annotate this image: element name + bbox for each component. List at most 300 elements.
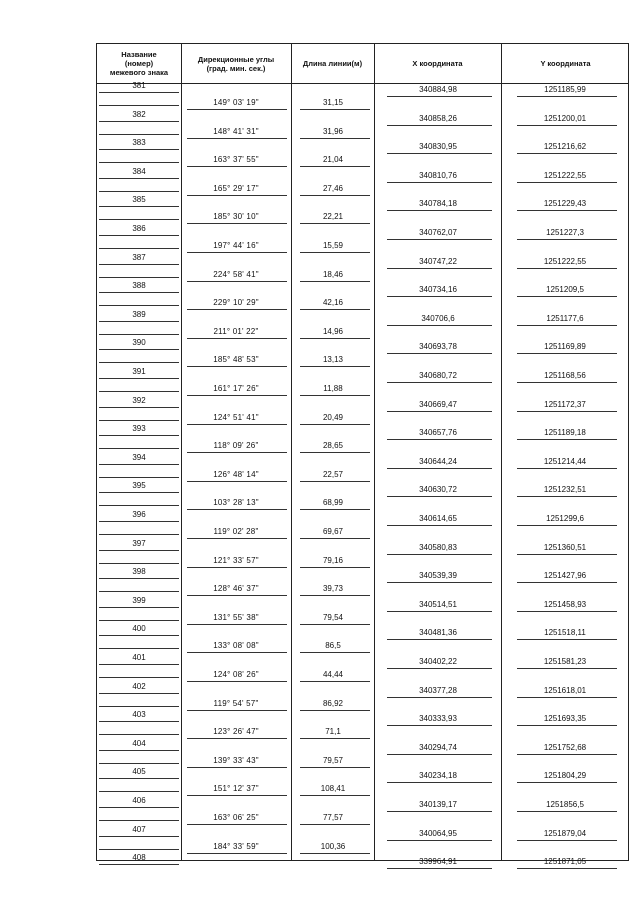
row-rule	[300, 252, 370, 253]
row-rule	[300, 853, 370, 854]
row-rule	[387, 639, 492, 640]
row-rule	[99, 448, 179, 449]
direction-angle: 103° 28' 13"	[213, 498, 259, 508]
row-rule	[300, 309, 370, 310]
row-rule	[387, 353, 492, 354]
line-length: 69,67	[322, 527, 344, 536]
row-rule	[99, 162, 179, 163]
x-coordinate: 340693,78	[419, 342, 457, 352]
y-coordinate: 1251169,89	[544, 342, 586, 352]
row-rule	[187, 195, 287, 196]
y-coordinate: 1251752,68	[543, 742, 587, 752]
row-rule	[187, 824, 287, 825]
point-name: 389	[132, 309, 146, 319]
row-rule	[99, 721, 179, 722]
row-rule	[300, 509, 370, 510]
header-x: X координата	[412, 59, 463, 68]
line-length: 86,5	[325, 641, 341, 651]
row-rule	[300, 624, 370, 625]
row-rule	[387, 496, 492, 497]
row-rule	[99, 178, 179, 179]
row-rule	[300, 223, 370, 224]
row-rule	[187, 395, 287, 396]
row-rule	[517, 611, 617, 612]
row-rule	[300, 195, 370, 196]
point-name: 404	[132, 738, 146, 748]
line-length: 71,1	[325, 727, 341, 737]
row-rule	[387, 868, 492, 869]
x-coordinate: 340657,76	[419, 428, 457, 438]
point-name: 394	[132, 452, 146, 462]
row-rule	[517, 668, 617, 669]
row-rule	[387, 153, 492, 154]
row-rule	[300, 767, 370, 768]
x-coordinate: 339964,91	[419, 857, 457, 867]
line-length: 39,73	[322, 584, 344, 594]
x-coordinate: 340630,72	[419, 485, 457, 495]
row-rule	[99, 292, 179, 293]
line-length: 22,57	[322, 469, 344, 479]
direction-angle: 119° 02' 28"	[213, 527, 259, 536]
row-rule	[99, 591, 179, 592]
line-length: 86,92	[322, 698, 344, 708]
y-coordinate: 1251229,43	[543, 199, 587, 209]
y-coordinate: 1251209,5	[546, 285, 584, 295]
row-rule	[387, 411, 492, 412]
line-length: 13,13	[322, 355, 344, 365]
x-coordinate: 340481,36	[419, 628, 457, 638]
row-rule	[517, 525, 617, 526]
row-rule	[99, 92, 179, 93]
row-rule	[517, 325, 617, 326]
row-rule	[99, 248, 179, 249]
y-coordinate: 1251458,93	[543, 599, 587, 609]
row-rule	[387, 582, 492, 583]
row-rule	[300, 538, 370, 539]
point-name: 393	[132, 424, 146, 434]
row-rule	[300, 710, 370, 711]
point-name: 386	[132, 224, 146, 233]
row-rule	[99, 563, 179, 564]
row-rule	[387, 325, 492, 326]
row-rule	[99, 635, 179, 636]
x-coordinate: 340580,83	[419, 542, 457, 552]
point-name: 400	[132, 624, 146, 634]
row-rule	[387, 554, 492, 555]
row-rule	[187, 252, 287, 253]
column-divider	[291, 44, 292, 860]
x-coordinate: 340784,18	[419, 199, 457, 209]
point-name: 390	[132, 338, 146, 348]
point-name: 405	[132, 767, 146, 777]
row-rule	[99, 693, 179, 694]
x-coordinate: 340514,51	[419, 599, 457, 609]
point-name: 388	[132, 281, 146, 291]
row-rule	[387, 725, 492, 726]
x-coordinate: 340680,72	[419, 371, 457, 380]
row-rule	[99, 534, 179, 535]
line-length: 18,46	[322, 269, 344, 279]
point-name: 385	[132, 195, 146, 205]
direction-angle: 163° 06' 25"	[213, 813, 259, 822]
row-rule	[99, 277, 179, 278]
row-rule	[187, 109, 287, 110]
direction-angle: 224° 58' 41"	[213, 269, 259, 279]
row-rule	[300, 166, 370, 167]
row-rule	[99, 149, 179, 150]
row-rule	[387, 239, 492, 240]
x-coordinate: 340669,47	[419, 399, 457, 409]
row-rule	[99, 763, 179, 764]
y-coordinate: 1251518,11	[544, 628, 586, 638]
row-rule	[300, 138, 370, 139]
row-rule	[99, 321, 179, 322]
y-coordinate: 1251168,56	[544, 371, 586, 380]
header-angles: Дирекционные углы (град. мин. сек.)	[197, 54, 275, 73]
row-rule	[187, 795, 287, 796]
line-length: 28,65	[322, 441, 344, 451]
y-coordinate: 1251200,01	[543, 113, 587, 123]
row-rule	[300, 824, 370, 825]
line-length: 68,99	[322, 498, 344, 508]
y-coordinate: 1251232,51	[543, 485, 587, 495]
direction-angle: 126° 48' 14"	[213, 469, 259, 479]
row-rule	[99, 407, 179, 408]
x-coordinate: 340858,26	[419, 113, 457, 123]
row-rule	[99, 362, 179, 363]
row-rule	[387, 468, 492, 469]
row-rule	[300, 652, 370, 653]
row-rule	[187, 853, 287, 854]
row-rule	[187, 681, 287, 682]
x-coordinate: 340644,24	[419, 456, 457, 466]
row-rule	[187, 424, 287, 425]
direction-angle: 165° 29' 17"	[213, 183, 259, 193]
direction-angle: 161° 17' 26"	[213, 384, 259, 393]
row-rule	[300, 109, 370, 110]
point-name: 395	[132, 481, 146, 491]
row-rule	[99, 305, 179, 306]
row-rule	[99, 378, 179, 379]
row-rule	[187, 767, 287, 768]
x-coordinate: 340830,95	[419, 142, 457, 152]
direction-angle: 197° 44' 16"	[213, 241, 259, 250]
row-rule	[300, 452, 370, 453]
x-coordinate: 340333,93	[419, 714, 457, 724]
direction-angle: 128° 46' 37"	[213, 584, 259, 594]
line-length: 15,59	[322, 241, 344, 250]
line-length: 31,96	[322, 126, 344, 136]
x-coordinate: 340734,16	[419, 285, 457, 295]
row-rule	[300, 338, 370, 339]
row-rule	[517, 411, 617, 412]
row-rule	[387, 754, 492, 755]
row-rule	[517, 296, 617, 297]
row-rule	[300, 595, 370, 596]
row-rule	[387, 611, 492, 612]
y-coordinate: 1251185,99	[544, 85, 586, 94]
row-rule	[517, 639, 617, 640]
row-rule	[99, 219, 179, 220]
line-length: 108,41	[320, 784, 346, 794]
direction-angle: 211° 01' 22"	[213, 326, 259, 336]
line-length: 14,96	[322, 326, 344, 336]
direction-angle: 151° 12' 37"	[213, 784, 259, 794]
row-rule	[99, 778, 179, 779]
line-length: 20,49	[322, 412, 344, 422]
point-name: 391	[132, 367, 146, 376]
row-rule	[99, 264, 179, 265]
row-rule	[517, 468, 617, 469]
row-rule	[187, 452, 287, 453]
line-length: 79,57	[322, 755, 344, 765]
direction-angle: 121° 33' 57"	[213, 555, 259, 565]
line-length: 77,57	[322, 813, 344, 822]
direction-angle: 124° 08' 26"	[213, 670, 259, 679]
row-rule	[99, 420, 179, 421]
row-rule	[187, 138, 287, 139]
column-divider	[181, 44, 182, 860]
direction-angle: 118° 09' 26"	[213, 441, 259, 451]
row-rule	[300, 424, 370, 425]
row-rule	[99, 334, 179, 335]
row-rule	[387, 182, 492, 183]
row-rule	[387, 782, 492, 783]
row-rule	[99, 464, 179, 465]
row-rule	[517, 353, 617, 354]
direction-angle: 123° 26' 47"	[213, 727, 259, 737]
direction-angle: 185° 48' 53"	[213, 355, 259, 365]
row-rule	[99, 235, 179, 236]
point-name: 403	[132, 710, 146, 720]
x-coordinate: 340064,95	[419, 828, 457, 838]
y-coordinate: 1251177,6	[546, 313, 584, 323]
point-name: 397	[132, 538, 146, 548]
row-rule	[387, 840, 492, 841]
x-coordinate: 340884,98	[419, 85, 457, 94]
line-length: 44,44	[322, 670, 344, 679]
row-rule	[99, 677, 179, 678]
y-coordinate: 1251581,23	[543, 657, 587, 666]
direction-angle: 185° 30' 10"	[213, 212, 259, 222]
direction-angle: 149° 03' 19"	[213, 98, 259, 107]
line-length: 42,16	[322, 298, 344, 308]
direction-angle: 184° 33' 59"	[213, 841, 259, 851]
row-rule	[99, 206, 179, 207]
direction-angle: 119° 54' 57"	[213, 698, 259, 708]
line-length: 100,36	[320, 841, 346, 851]
line-length: 27,46	[322, 183, 344, 193]
row-rule	[300, 481, 370, 482]
row-rule	[387, 96, 492, 97]
x-coordinate: 340377,28	[419, 685, 457, 695]
row-rule	[387, 268, 492, 269]
row-rule	[517, 782, 617, 783]
point-name: 398	[132, 567, 146, 577]
point-name: 384	[132, 166, 146, 176]
header-length: Длина линии(м)	[302, 59, 363, 68]
row-rule	[517, 153, 617, 154]
row-rule	[187, 366, 287, 367]
column-divider	[374, 44, 375, 860]
row-rule	[187, 738, 287, 739]
row-rule	[300, 567, 370, 568]
row-rule	[99, 191, 179, 192]
y-coordinate: 1251189,18	[544, 428, 586, 438]
point-name: 381	[132, 81, 146, 90]
row-rule	[517, 811, 617, 812]
row-rule	[387, 210, 492, 211]
row-rule	[99, 706, 179, 707]
point-name: 407	[132, 824, 146, 834]
row-rule	[99, 820, 179, 821]
row-rule	[99, 349, 179, 350]
row-rule	[387, 668, 492, 669]
row-rule	[187, 595, 287, 596]
header-name: Название (номер) межевого знака	[109, 50, 169, 77]
row-rule	[99, 620, 179, 621]
row-rule	[517, 697, 617, 698]
point-name: 399	[132, 595, 146, 605]
row-rule	[187, 710, 287, 711]
y-coordinate: 1251804,29	[543, 771, 587, 781]
line-length: 22,21	[322, 212, 344, 222]
row-rule	[517, 210, 617, 211]
y-coordinate: 1251856,5	[546, 800, 584, 809]
row-rule	[99, 477, 179, 478]
row-rule	[187, 538, 287, 539]
row-rule	[187, 281, 287, 282]
x-coordinate: 340234,18	[419, 771, 457, 781]
y-coordinate: 1251693,35	[543, 714, 587, 724]
point-name: 387	[132, 252, 146, 262]
row-rule	[99, 391, 179, 392]
row-rule	[517, 754, 617, 755]
row-rule	[517, 125, 617, 126]
direction-angle: 124° 51' 41"	[213, 412, 259, 422]
y-coordinate: 1251871,05	[543, 857, 587, 867]
column-divider	[501, 44, 502, 860]
row-rule	[187, 567, 287, 568]
row-rule	[517, 496, 617, 497]
row-rule	[187, 624, 287, 625]
row-rule	[517, 239, 617, 240]
row-rule	[300, 681, 370, 682]
row-rule	[99, 849, 179, 850]
row-rule	[300, 395, 370, 396]
y-coordinate: 1251214,44	[543, 456, 587, 466]
y-coordinate: 1251360,51	[543, 542, 587, 552]
x-coordinate: 340810,76	[419, 170, 457, 180]
point-name: 396	[132, 510, 146, 519]
row-rule	[387, 525, 492, 526]
x-coordinate: 340139,17	[419, 800, 457, 809]
row-rule	[99, 550, 179, 551]
row-rule	[99, 791, 179, 792]
coordinates-table	[96, 43, 629, 867]
row-rule	[99, 807, 179, 808]
line-length: 21,04	[322, 155, 344, 165]
line-length: 79,16	[322, 555, 344, 565]
row-rule	[99, 750, 179, 751]
row-rule	[300, 795, 370, 796]
direction-angle: 229° 10' 29"	[213, 298, 259, 308]
row-rule	[387, 382, 492, 383]
y-coordinate: 1251427,96	[543, 571, 587, 581]
x-coordinate: 340294,74	[419, 742, 457, 752]
y-coordinate: 1251216,62	[543, 142, 587, 152]
row-rule	[99, 134, 179, 135]
row-rule	[387, 125, 492, 126]
y-coordinate: 1251879,04	[543, 828, 587, 838]
x-coordinate: 340539,39	[419, 571, 457, 581]
row-rule	[99, 435, 179, 436]
line-length: 79,54	[322, 612, 344, 622]
row-rule	[517, 582, 617, 583]
direction-angle: 133° 08' 08"	[213, 641, 259, 651]
row-rule	[517, 96, 617, 97]
row-rule	[99, 521, 179, 522]
row-rule	[187, 166, 287, 167]
row-rule	[99, 648, 179, 649]
row-rule	[387, 439, 492, 440]
x-coordinate: 340706,6	[421, 313, 455, 323]
x-coordinate: 340402,22	[419, 657, 457, 666]
row-rule	[187, 309, 287, 310]
row-rule	[387, 296, 492, 297]
x-coordinate: 340762,07	[419, 228, 457, 237]
row-rule	[99, 505, 179, 506]
point-name: 392	[132, 395, 146, 405]
row-rule	[517, 382, 617, 383]
y-coordinate: 1251618,01	[543, 685, 587, 695]
row-rule	[99, 607, 179, 608]
row-rule	[517, 182, 617, 183]
direction-angle: 131° 55' 38"	[213, 612, 259, 622]
row-rule	[387, 697, 492, 698]
x-coordinate: 340614,65	[419, 514, 457, 523]
row-rule	[99, 492, 179, 493]
direction-angle: 163° 37' 55"	[213, 155, 259, 165]
row-rule	[99, 578, 179, 579]
point-name: 402	[132, 681, 146, 691]
y-coordinate: 1251222,55	[543, 256, 587, 266]
line-length: 11,88	[323, 384, 343, 393]
row-rule	[187, 509, 287, 510]
row-rule	[99, 734, 179, 735]
row-rule	[187, 652, 287, 653]
row-rule	[517, 868, 617, 869]
row-rule	[517, 268, 617, 269]
row-rule	[99, 121, 179, 122]
y-coordinate: 1251172,37	[544, 399, 586, 409]
row-rule	[387, 811, 492, 812]
row-rule	[517, 725, 617, 726]
row-rule	[187, 223, 287, 224]
x-coordinate: 340747,22	[419, 256, 457, 266]
y-coordinate: 1251227,3	[546, 228, 584, 237]
row-rule	[300, 738, 370, 739]
point-name: 406	[132, 796, 146, 805]
row-rule	[300, 281, 370, 282]
row-rule	[99, 836, 179, 837]
y-coordinate: 1251222,55	[543, 170, 587, 180]
direction-angle: 139° 33' 43"	[213, 755, 259, 765]
row-rule	[517, 439, 617, 440]
line-length: 31,15	[322, 98, 344, 107]
header-y: Y координата	[540, 59, 591, 68]
row-rule	[99, 664, 179, 665]
